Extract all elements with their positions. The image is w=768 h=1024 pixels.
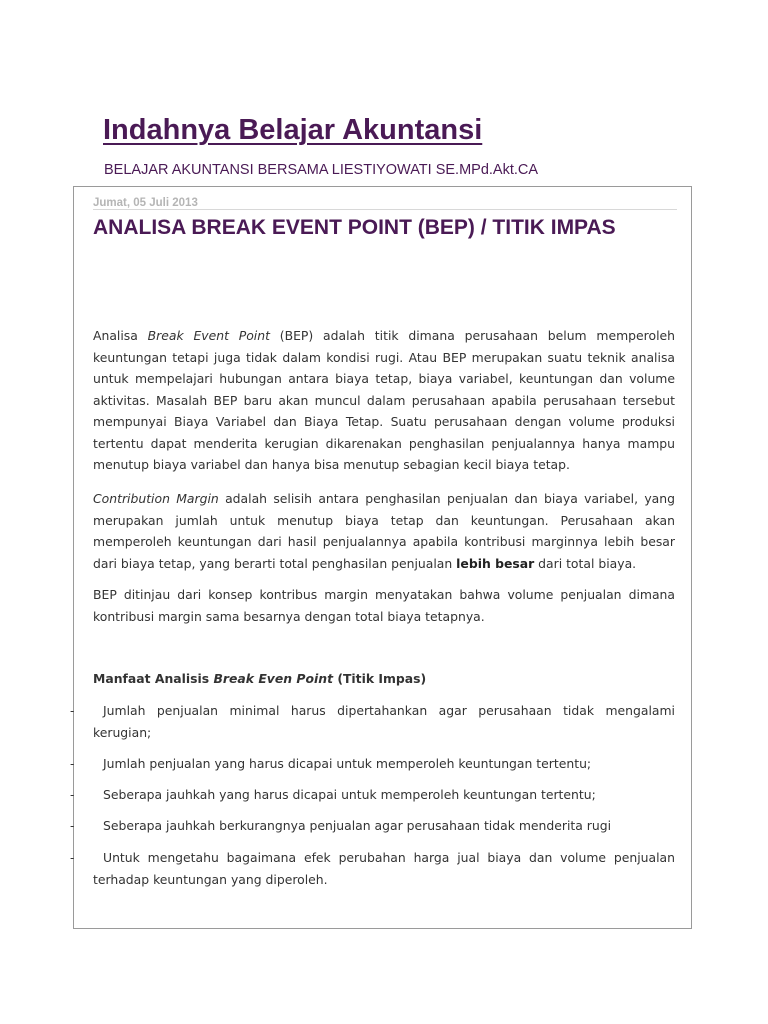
- date-divider: [93, 209, 677, 210]
- list-dash: -: [70, 704, 75, 718]
- list-item-text: Seberapa jauhkah yang harus dicapai untuk memperoleh keuntungan tertentu;: [103, 787, 596, 802]
- heading-suffix: (Titik Impas): [333, 671, 427, 686]
- paragraph-bep-concept: BEP ditinjau dari konsep kontribus margin menyatakan bahwa volume penjualan dimana kontribusi margin sama besarnya dengan total biaya tetapnya.: [93, 587, 675, 624]
- paragraph-bep-definition: [93, 325, 675, 476]
- list-item-text: Jumlah penjualan yang harus dicapai untuk memperoleh keuntungan tertentu;: [103, 756, 592, 771]
- heading-italic: Break Even Point: [213, 671, 333, 686]
- post-date: Jumat, 05 Juli 2013: [93, 197, 198, 209]
- paragraph-suffix: dari total biaya.: [534, 555, 637, 571]
- term-break-event-point: Break Event Point: [147, 328, 270, 343]
- list-item: [93, 700, 675, 744]
- paragraph-body: (BEP) adalah titik dimana perusahaan belum memperoleh keuntungan tetapi juga tidak dalam kondisi rugi. Atau BEP merupakan suatu teknik analisa untuk mempelajari hubungan antara biaya tetap, biaya variabel, keuntungan dan volume aktivitas. Masalah BEP baru akan muncul dalam perusahaan apabila perusahaan tersebut mempunyai Biaya Variabel dan Biaya Tetap. Suatu perusahaan dengan volume produksi tertentu dapat menderita kerugian dikarenakan penghasilan penjualannya hanya mampu menutup biaya variabel dan hanya bisa menutup sebagian kecil biaya tetap.: [93, 328, 675, 472]
- paragraph-body: adalah selisih antara penghasilan penjualan dan biaya variabel, yang merupakan jumlah untuk menutup biaya tetap dan keuntungan. Perusahaan akan memperoleh keuntungan dari hasil penjualannya apabila kontribusi marginnya lebih besar dari biaya tetap, yang berarti total penghasilan penjualan: [93, 491, 675, 571]
- list-item: [93, 815, 675, 837]
- blog-title[interactable]: Indahnya Belajar Akuntansi: [103, 114, 483, 146]
- term-contribution-margin: Contribution Margin: [93, 491, 219, 506]
- list-dash: -: [70, 819, 75, 833]
- list-dash: -: [70, 788, 75, 802]
- list-item-text: Untuk mengetahu bagaimana efek perubahan harga jual biaya dan volume penjualan terhadap keuntungan yang diperoleh.: [93, 850, 675, 887]
- list-item: [93, 784, 675, 806]
- paragraph-prefix: Analisa: [93, 328, 148, 343]
- post-title[interactable]: ANALISA BREAK EVENT POINT (BEP) / TITIK IMPAS: [93, 216, 616, 239]
- paragraph-contribution-margin: [93, 488, 675, 574]
- heading-prefix: Manfaat Analisis: [93, 671, 214, 686]
- list-item-text: Seberapa jauhkah berkurangnya penjualan agar perusahaan tidak menderita rugi: [103, 818, 612, 833]
- list-item-text: Jumlah penjualan minimal harus dipertahankan agar perusahaan tidak mengalami kerugian;: [93, 703, 675, 740]
- section-heading-manfaat: [93, 669, 426, 689]
- list-dash: -: [70, 757, 75, 771]
- list-dash: -: [70, 851, 75, 865]
- blog-subtitle: BELAJAR AKUNTANSI BERSAMA LIESTIYOWATI SE.MPd.Akt.CA: [104, 162, 539, 178]
- emphasis-lebih-besar: lebih besar: [456, 555, 535, 571]
- list-item: [93, 847, 675, 891]
- list-item: [93, 753, 675, 775]
